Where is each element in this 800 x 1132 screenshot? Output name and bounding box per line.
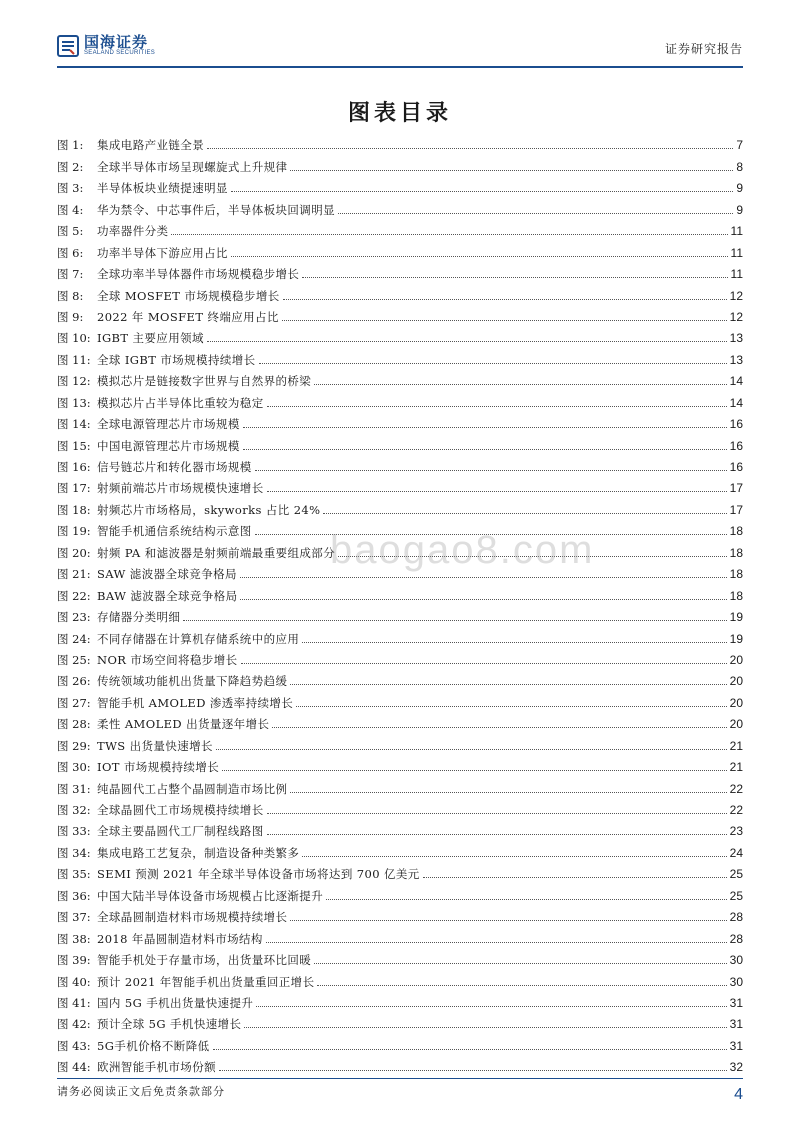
toc-dot-leader <box>231 190 733 192</box>
toc-dot-leader <box>241 662 727 664</box>
toc-entry-title[interactable]: 柔性 AMOLED 出货量逐年增长 <box>97 717 270 732</box>
toc-entry-label: 图 13: <box>57 395 91 410</box>
toc-entry[interactable] <box>57 152 743 173</box>
toc-entry-title[interactable]: 集成电路工艺复杂，制造设备种类繁多 <box>97 845 300 860</box>
toc-entry-page[interactable]: 9 <box>736 181 743 196</box>
toc-entry[interactable] <box>57 495 743 516</box>
toc-entry-page[interactable]: 12 <box>729 288 743 303</box>
toc-dot-leader <box>243 426 727 428</box>
toc-entry-label: 图 17: <box>57 481 91 496</box>
toc-entry[interactable] <box>57 903 743 924</box>
toc-entry-label: 图 23: <box>57 610 91 625</box>
toc-entry-label: 图 4: <box>57 202 84 217</box>
toc-entry[interactable] <box>57 646 743 667</box>
toc-entry-label: 图 31: <box>57 781 91 796</box>
footer-divider <box>57 1078 743 1079</box>
toc-entry-label: 图 27: <box>57 695 91 710</box>
toc-entry-title[interactable]: 中国电源管理芯片市场规模 <box>97 438 240 453</box>
toc-entry[interactable] <box>57 817 743 838</box>
toc-entry-label: 图 21: <box>57 567 91 582</box>
toc-entry-title[interactable]: 全球 MOSFET 市场规模稳步增长 <box>97 288 280 303</box>
toc-dot-leader <box>256 1005 726 1007</box>
toc-entry-page[interactable]: 16 <box>729 438 743 453</box>
toc-dot-leader <box>171 233 727 235</box>
toc-dot-leader <box>267 405 727 407</box>
toc-dot-leader <box>244 1026 726 1028</box>
logo-text-en: SEALAND SECURITIES <box>84 50 156 56</box>
toc-entry-title[interactable]: 全球 IGBT 市场规模持续增长 <box>97 352 256 367</box>
toc-dot-leader <box>290 791 726 793</box>
toc-entry-label: 图 36: <box>57 888 91 903</box>
toc-dot-leader <box>183 619 726 621</box>
page-title: 图表目录 <box>347 101 452 126</box>
toc-entry-page[interactable]: 11 <box>730 267 743 282</box>
toc-entry-label: 图 28: <box>57 717 91 732</box>
toc-entry-label: 图 32: <box>57 803 91 817</box>
toc-entry[interactable] <box>57 581 743 602</box>
toc-entry-title[interactable]: 智能手机处于存量市场，出货量环比回暖 <box>97 953 312 968</box>
toc-dot-leader <box>259 362 727 364</box>
toc-entry-label: 图 35: <box>57 867 91 882</box>
toc-entry-title[interactable]: 5G手机价格不断降低 <box>97 1038 210 1053</box>
toc-entry-title[interactable]: 全球晶圆制造材料市场规模持续增长 <box>97 910 288 925</box>
toc-entry-label: 图 33: <box>57 824 91 839</box>
toc-entry-page[interactable]: 11 <box>730 245 743 260</box>
toc-entry[interactable] <box>57 195 743 216</box>
toc-entry-label: 图 20: <box>57 545 91 560</box>
toc-entry-title[interactable]: 功率半导体下游应用占比 <box>97 245 228 260</box>
toc-entry-label: 图 29: <box>57 738 91 753</box>
toc-dot-leader <box>282 319 727 321</box>
toc-entry-title[interactable]: 全球电源管理芯片市场规模 <box>97 417 240 432</box>
toc-entry-title[interactable]: 全球主要晶圆代工厂制程线路图 <box>97 824 264 839</box>
toc-entry[interactable] <box>57 796 743 817</box>
toc-entry-title[interactable]: IOT 市场规模持续增长 <box>97 760 220 775</box>
toc-entry-title[interactable]: 智能手机 AMOLED 渗透率持续增长 <box>97 695 294 710</box>
toc-entry[interactable] <box>57 989 743 1010</box>
toc-entry[interactable] <box>57 174 743 195</box>
toc-dot-leader <box>302 641 726 643</box>
toc-entry[interactable] <box>57 303 743 324</box>
toc-dot-leader <box>326 898 727 900</box>
toc-entry-title[interactable]: 功率器件分类 <box>97 224 169 239</box>
toc-entry-page[interactable]: 12 <box>729 309 743 324</box>
toc-entry-label: 图 5: <box>57 224 84 239</box>
toc-dot-leader <box>338 555 727 557</box>
toc-dot-leader <box>267 812 727 814</box>
toc-entry[interactable] <box>57 881 743 902</box>
toc-entry[interactable] <box>57 410 743 431</box>
toc-entry-title[interactable]: IGBT 主要应用领域 <box>97 331 204 346</box>
toc-entry-page[interactable]: 31 <box>729 995 743 1010</box>
toc-entry-page[interactable]: 20 <box>729 717 743 732</box>
toc-entry[interactable] <box>57 324 743 345</box>
toc-dot-leader <box>213 1048 727 1050</box>
toc-entry-title[interactable]: TWS 出货量快速增长 <box>97 738 213 753</box>
toc-entry-title[interactable]: 智能手机通信系统结构示意图 <box>97 524 252 539</box>
toc-entry-page[interactable]: 7 <box>736 138 743 153</box>
report-type-label: 证券研究报告 <box>664 42 743 56</box>
toc-entry[interactable] <box>57 774 743 795</box>
figure-list <box>57 131 743 1074</box>
toc-entry-title[interactable]: 纯晶圆代工占整个晶圆制造市场比例 <box>97 781 288 796</box>
toc-entry-title[interactable]: 模拟芯片占半导体比重较为稳定 <box>97 395 264 410</box>
toc-entry[interactable] <box>57 946 743 967</box>
toc-entry[interactable] <box>57 731 743 752</box>
toc-dot-leader <box>314 383 726 385</box>
toc-entry[interactable] <box>57 281 743 302</box>
toc-entry-page[interactable]: 13 <box>729 331 743 346</box>
toc-entry[interactable] <box>57 131 743 152</box>
toc-dot-leader <box>302 276 727 278</box>
toc-entry-title[interactable]: 传统领域功能机出货量下降趋势趋缓 <box>97 674 288 689</box>
toc-dot-leader <box>290 919 726 921</box>
toc-entry-title[interactable]: 射频 PA 和滤波器是射频前端最重要组成部分 <box>97 545 336 560</box>
toc-entry-page[interactable]: 9 <box>736 202 743 217</box>
toc-entry-label: 图 12: <box>57 374 91 389</box>
toc-entry-label: 图 2: <box>57 159 84 174</box>
toc-entry-page[interactable]: 19 <box>729 631 743 646</box>
toc-entry-label: 图 39: <box>57 953 91 968</box>
toc-entry-page[interactable]: 14 <box>729 374 743 389</box>
toc-entry-page[interactable]: 25 <box>729 867 743 882</box>
toc-entry-title[interactable]: NOR 市场空间将稳步增长 <box>97 652 238 667</box>
toc-entry-page[interactable]: 25 <box>729 888 743 903</box>
toc-entry-page[interactable]: 30 <box>729 974 743 989</box>
toc-entry[interactable] <box>57 603 743 624</box>
toc-entry-page[interactable]: 17 <box>729 502 743 517</box>
toc-entry-page[interactable]: 28 <box>729 910 743 925</box>
toc-entry[interactable] <box>57 453 743 474</box>
page-header <box>57 30 743 66</box>
toc-entry-page[interactable]: 30 <box>729 953 743 968</box>
toc-entry-title[interactable]: 存储器分类明细 <box>97 610 181 625</box>
toc-dot-leader <box>219 1069 727 1071</box>
toc-entry[interactable] <box>57 1031 743 1052</box>
toc-entry-label: 图 26: <box>57 674 91 689</box>
toc-entry-label: 图 25: <box>57 652 91 667</box>
toc-entry-page[interactable]: 14 <box>729 395 743 410</box>
toc-entry[interactable] <box>57 860 743 881</box>
toc-entry-page[interactable]: 16 <box>729 460 743 474</box>
toc-entry-title[interactable]: 全球晶圆代工市场规模持续增长 <box>97 803 264 817</box>
toc-entry-title[interactable]: BAW 滤波器全球竞争格局 <box>97 588 238 603</box>
toc-entry-title[interactable]: 集成电路产业链全景 <box>97 138 205 153</box>
toc-entry-label: 图 9: <box>57 309 84 324</box>
toc-dot-leader <box>296 705 726 707</box>
toc-entry-label: 图 14: <box>57 417 91 432</box>
toc-entry-title[interactable]: 射频前端芯片市场规模快速增长 <box>97 481 264 496</box>
toc-entry-page[interactable]: 20 <box>729 652 743 667</box>
toc-entry-title[interactable]: 模拟芯片是链接数字世界与自然界的桥梁 <box>97 374 312 389</box>
toc-entry-page[interactable]: 28 <box>729 931 743 946</box>
toc-dot-leader <box>283 298 727 300</box>
toc-entry-title[interactable]: 中国大陆半导体设备市场规模占比逐渐提升 <box>97 888 324 903</box>
toc-entry-page[interactable]: 18 <box>729 567 743 582</box>
toc-entry-page[interactable]: 18 <box>729 524 743 539</box>
toc-entry-page[interactable]: 18 <box>729 588 743 603</box>
toc-entry-page[interactable]: 22 <box>729 803 743 817</box>
toc-entry-title[interactable]: 2022 年 MOSFET 终端应用占比 <box>97 309 279 324</box>
toc-dot-leader <box>314 962 726 964</box>
toc-dot-leader <box>267 490 727 492</box>
toc-entry-title[interactable]: 国内 5G 手机出货量快速提升 <box>97 995 254 1010</box>
toc-entry-page[interactable]: 20 <box>729 695 743 710</box>
toc-entry[interactable] <box>57 560 743 581</box>
toc-entry-page[interactable]: 31 <box>729 1017 743 1032</box>
toc-entry[interactable] <box>57 538 743 559</box>
toc-entry-page[interactable]: 22 <box>729 781 743 796</box>
toc-entry-label: 图 3: <box>57 181 84 196</box>
logo-text-cn: 国海证券 <box>84 33 149 51</box>
toc-entry-label: 图 38: <box>57 931 91 946</box>
toc-entry-label: 图 10: <box>57 331 91 346</box>
toc-entry-page[interactable]: 24 <box>729 845 743 860</box>
toc-entry-label: 图 30: <box>57 760 91 775</box>
toc-entry[interactable] <box>57 924 743 945</box>
toc-entry-label: 图 7: <box>57 267 84 282</box>
toc-entry-page[interactable]: 11 <box>730 224 743 239</box>
toc-entry-label: 图 16: <box>57 460 91 474</box>
toc-entry-page[interactable]: 21 <box>729 760 743 775</box>
toc-dot-leader <box>255 469 727 471</box>
toc-entry-label: 图 24: <box>57 631 91 646</box>
toc-dot-leader <box>272 726 726 728</box>
toc-entry-title[interactable]: 射频芯片市场格局，skyworks 占比 24% <box>97 502 321 517</box>
toc-entry-title[interactable]: 全球功率半导体器件市场规模稳步增长 <box>97 267 300 282</box>
toc-entry[interactable] <box>57 517 743 538</box>
toc-entry-page[interactable]: 8 <box>736 159 743 174</box>
toc-entry-title[interactable]: 全球半导体市场呈现螺旋式上升规律 <box>97 159 288 174</box>
toc-dot-leader <box>290 683 726 685</box>
toc-dot-leader <box>266 941 727 943</box>
toc-dot-leader <box>240 576 727 578</box>
toc-dot-leader <box>423 876 727 878</box>
toc-entry-label: 图 19: <box>57 524 91 539</box>
toc-entry-page[interactable]: 18 <box>729 545 743 560</box>
toc-entry[interactable] <box>57 753 743 774</box>
toc-entry-label: 图 43: <box>57 1038 91 1053</box>
toc-entry-label: 图 11: <box>57 352 91 367</box>
toc-entry-label: 图 18: <box>57 502 91 517</box>
toc-entry-title[interactable]: SAW 滤波器全球竞争格局 <box>97 567 237 582</box>
toc-dot-leader <box>302 855 726 857</box>
toc-entry[interactable] <box>57 688 743 709</box>
toc-entry-label: 图 15: <box>57 438 91 453</box>
toc-entry[interactable] <box>57 238 743 259</box>
toc-dot-leader <box>243 448 727 450</box>
toc-dot-leader <box>255 533 727 535</box>
toc-entry-label: 图 6: <box>57 245 84 260</box>
toc-dot-leader <box>207 340 727 342</box>
toc-entry-title[interactable]: 2018 年晶圆制造材料市场结构 <box>97 931 263 946</box>
toc-entry[interactable] <box>57 260 743 281</box>
company-logo <box>57 34 155 57</box>
toc-entry-label: 图 42: <box>57 1017 91 1032</box>
toc-entry[interactable] <box>57 431 743 452</box>
toc-dot-leader <box>290 169 733 171</box>
toc-entry[interactable] <box>57 217 743 238</box>
toc-dot-leader <box>267 833 727 835</box>
toc-entry-title[interactable]: 半导体板块业绩提速明显 <box>97 181 228 196</box>
toc-entry[interactable] <box>57 474 743 495</box>
toc-entry[interactable] <box>57 624 743 645</box>
sealand-logo-icon <box>57 35 79 57</box>
toc-entry-page[interactable]: 32 <box>729 1060 743 1075</box>
toc-entry-label: 图 1: <box>57 138 84 153</box>
toc-entry-title[interactable]: SEMI 预测 2021 年全球半导体设备市场将达到 700 亿美元 <box>97 867 420 882</box>
toc-dot-leader <box>317 984 726 986</box>
toc-entry-label: 图 41: <box>57 995 91 1010</box>
page-number: 4 <box>734 1086 743 1103</box>
toc-entry-title[interactable]: 预计全球 5G 手机快速增长 <box>97 1017 242 1032</box>
toc-entry-page[interactable]: 13 <box>729 352 743 367</box>
toc-entry-title[interactable]: 不同存储器在计算机存储系统中的应用 <box>97 631 300 646</box>
toc-entry-page[interactable]: 19 <box>729 610 743 625</box>
toc-entry[interactable] <box>57 1053 743 1074</box>
toc-entry-label: 图 44: <box>57 1060 91 1075</box>
toc-entry[interactable] <box>57 367 743 388</box>
toc-entry-title[interactable]: 预计 2021 年智能手机出货量重回正增长 <box>97 974 315 989</box>
header-divider <box>57 66 743 68</box>
toc-entry[interactable] <box>57 1010 743 1031</box>
toc-dot-leader <box>216 748 727 750</box>
toc-entry[interactable] <box>57 667 743 688</box>
toc-dot-leader <box>338 212 733 214</box>
toc-entry-page[interactable]: 20 <box>729 674 743 689</box>
toc-entry[interactable] <box>57 345 743 366</box>
toc-entry-label: 图 37: <box>57 910 91 925</box>
toc-entry-label: 图 22: <box>57 588 91 603</box>
toc-entry-page[interactable]: 17 <box>729 481 743 496</box>
watermark: baogao8.com <box>330 528 595 572</box>
toc-entry-title[interactable]: 信号链芯片和转化器市场规模 <box>97 460 252 474</box>
toc-entry-label: 图 34: <box>57 845 91 860</box>
toc-entry-page[interactable]: 23 <box>729 824 743 839</box>
toc-dot-leader <box>207 147 733 149</box>
toc-entry[interactable] <box>57 838 743 859</box>
toc-entry-page[interactable]: 21 <box>729 738 743 753</box>
toc-entry[interactable] <box>57 967 743 988</box>
toc-entry-page[interactable]: 16 <box>729 417 743 432</box>
disclaimer-note: 请务必阅读正文后免责条款部分 <box>57 1085 225 1098</box>
toc-entry[interactable] <box>57 710 743 731</box>
toc-entry-label: 图 40: <box>57 974 91 989</box>
toc-entry-page[interactable]: 31 <box>729 1038 743 1053</box>
toc-dot-leader <box>240 598 726 600</box>
toc-dot-leader <box>231 255 728 257</box>
toc-entry-title[interactable]: 欧洲智能手机市场份额 <box>97 1060 216 1075</box>
toc-entry-label: 图 8: <box>57 288 84 303</box>
toc-dot-leader <box>222 769 727 771</box>
toc-entry-title[interactable]: 华为禁令、中芯事件后，半导体板块回调明显 <box>97 202 335 217</box>
toc-entry[interactable] <box>57 388 743 409</box>
toc-dot-leader <box>323 512 726 514</box>
